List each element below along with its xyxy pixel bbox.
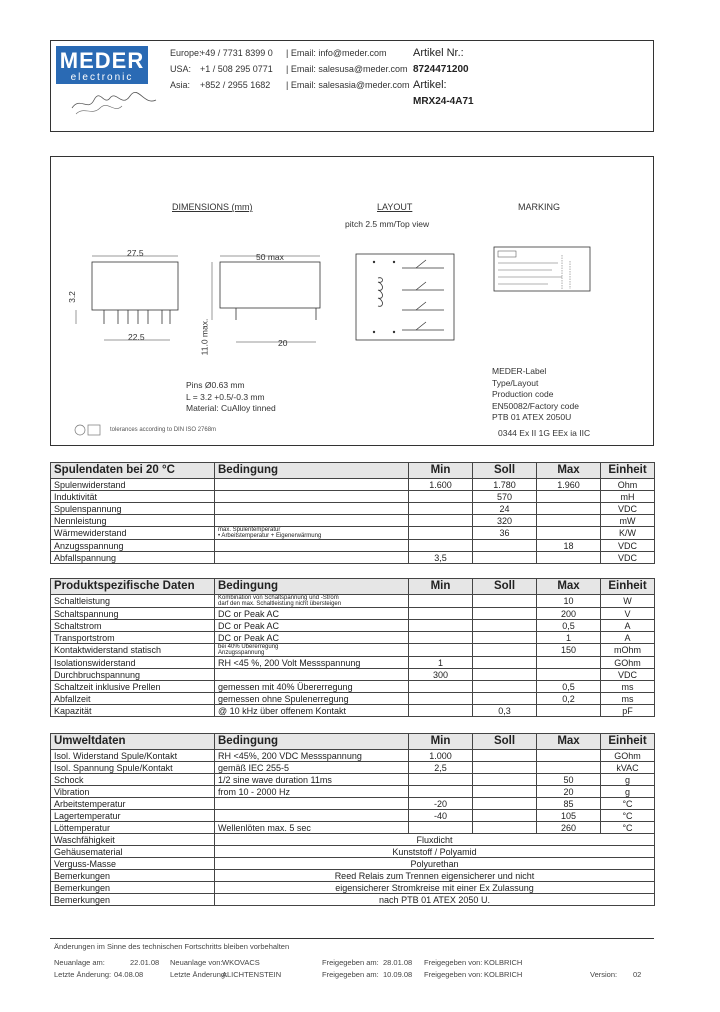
table-cell <box>409 491 473 503</box>
table-row <box>51 774 655 786</box>
table-row <box>51 644 655 657</box>
footer-note: Änderungen im Sinne des technischen Fortschritts bleiben vorbehalten <box>54 942 290 951</box>
table-cell: °C <box>601 810 655 822</box>
table-cell: Wellenlöten max. 5 sec <box>215 822 409 834</box>
table-cell: GOhm <box>601 657 655 669</box>
article-number-label: Artikel Nr.: <box>413 47 464 59</box>
marking-legend <box>492 366 590 439</box>
table-cell <box>409 595 473 608</box>
table-cell: 2,5 <box>409 762 473 774</box>
tolerance-note: tolerances according to DIN ISO 2768m <box>110 427 217 433</box>
table-cell: Durchbruchspannung <box>51 669 215 681</box>
footer-changed-by-label: Letzte Änderung: <box>170 970 228 979</box>
contact-email-asia[interactable]: | Email: salesasia@meder.com <box>286 80 410 90</box>
table-cell: Reed Relais zum Trennen eigensicherer und nicht <box>215 870 655 882</box>
meder-logo <box>56 46 148 84</box>
table-cell: Gehäusematerial <box>51 846 215 858</box>
iso-tolerance-icon <box>72 423 104 437</box>
footer-released-date: 28.01.08 <box>383 958 413 967</box>
table-cell <box>473 774 537 786</box>
table-cell: Bemerkungen <box>51 894 215 906</box>
environment-data-table <box>50 733 655 906</box>
table-cell <box>473 595 537 608</box>
table-cell: 1 <box>537 632 601 644</box>
table-cell <box>409 786 473 798</box>
dimensions-title: DIMENSIONS (mm) <box>172 202 253 212</box>
table-cell <box>473 669 537 681</box>
table-header-cell: Einheit <box>601 734 655 750</box>
table-cell: 50 <box>537 774 601 786</box>
table-cell: Bemerkungen <box>51 882 215 894</box>
table-cell <box>537 527 601 540</box>
table-cell <box>409 822 473 834</box>
table-cell: Induktivität <box>51 491 215 503</box>
table-cell: °C <box>601 822 655 834</box>
table-row <box>51 608 655 620</box>
table-cell <box>215 669 409 681</box>
footer-rule <box>50 938 654 939</box>
pin-notes <box>186 380 276 415</box>
table-cell: GOhm <box>601 750 655 762</box>
table-header-row <box>51 463 655 479</box>
relay-layout-schematic <box>350 248 460 346</box>
table-cell <box>473 822 537 834</box>
table-cell: kVAC <box>601 762 655 774</box>
table-cell <box>409 540 473 552</box>
table-cell: Löttemperatur <box>51 822 215 834</box>
marking-title: MARKING <box>518 202 561 212</box>
table-header-cell: Min <box>409 734 473 750</box>
footer-released-by: KOLBRICH <box>484 958 523 967</box>
table-cell: Arbeitstemperatur <box>51 798 215 810</box>
table-cell <box>537 491 601 503</box>
table-cell <box>537 762 601 774</box>
table-row <box>51 882 655 894</box>
coil-data-table <box>50 462 655 564</box>
table-cell <box>473 620 537 632</box>
table-row <box>51 632 655 644</box>
table-cell: Abfallzeit <box>51 693 215 705</box>
table-row <box>51 669 655 681</box>
table-cell: bei 40% Übererregung Anzugsspannung <box>215 644 409 657</box>
table-cell: VDC <box>601 540 655 552</box>
table-cell: 0,5 <box>537 620 601 632</box>
footer-version-label: Version: <box>590 970 618 979</box>
table-header-row <box>51 579 655 595</box>
footer-changed-label: Letzte Änderung: <box>54 970 112 979</box>
dim-27-5: 27.5 <box>127 248 144 258</box>
table-cell <box>537 705 601 717</box>
dim-11max: 11.0 max. <box>199 318 210 356</box>
table-cell <box>473 798 537 810</box>
contact-region-usa: USA: <box>170 64 192 74</box>
table-cell: Ohm <box>601 479 655 491</box>
table-cell <box>215 479 409 491</box>
marking-line-6: 0344 Ex II 1G EEx ia IIC <box>498 427 591 438</box>
slogan-signature-icon <box>70 88 158 118</box>
contact-phone-usa: +1 / 508 295 0771 <box>200 64 273 74</box>
table-cell: RH <45%, 200 VDC Messspannung <box>215 750 409 762</box>
marking-line-1: MEDER-Label <box>492 366 547 376</box>
article-value: MRX24-4A71 <box>413 96 474 107</box>
table-cell: Kombination von Schaltspannung und -Strom darf den max. Schaltleistung nicht übersteigen <box>215 595 409 608</box>
table-row <box>51 595 655 608</box>
table-cell: RH <45 %, 200 Volt Messspannung <box>215 657 409 669</box>
table-cell <box>537 515 601 527</box>
table-row <box>51 620 655 632</box>
footer-version: 02 <box>633 970 642 979</box>
table-cell <box>409 681 473 693</box>
table-cell: -40 <box>409 810 473 822</box>
table-row <box>51 657 655 669</box>
table-cell: 105 <box>537 810 601 822</box>
table-cell: Schaltstrom <box>51 620 215 632</box>
contact-phone-asia: +852 / 2955 1682 <box>200 80 271 90</box>
table-cell <box>473 540 537 552</box>
table-cell: 0,3 <box>473 705 537 717</box>
footer-released2-label: Freigegeben am: <box>322 970 379 979</box>
table-cell: Fluxdicht <box>215 834 655 846</box>
table-cell: 36 <box>473 527 537 540</box>
table-cell: g <box>601 786 655 798</box>
table-cell <box>473 810 537 822</box>
table-cell <box>537 657 601 669</box>
table-row <box>51 552 655 564</box>
table-cell: 20 <box>537 786 601 798</box>
table-cell: eigensicherer Stromkreise mit einer Ex Zulassung <box>215 882 655 894</box>
table-cell: DC or Peak AC <box>215 620 409 632</box>
table-cell <box>409 527 473 540</box>
table-cell: Wärmewiderstand <box>51 527 215 540</box>
table-cell: Schaltspannung <box>51 608 215 620</box>
table-cell: Schaltleistung <box>51 595 215 608</box>
footer-created-label: Neuanlage am: <box>54 958 105 967</box>
table-cell: V <box>601 608 655 620</box>
table-cell: -20 <box>409 798 473 810</box>
table-cell: ms <box>601 681 655 693</box>
table-cell <box>409 620 473 632</box>
table-cell: Abfallspannung <box>51 552 215 564</box>
table-cell: Anzugsspannung <box>51 540 215 552</box>
table-cell: A <box>601 620 655 632</box>
table-row <box>51 693 655 705</box>
table-cell: Isol. Spannung Spule/Kontakt <box>51 762 215 774</box>
table-row <box>51 834 655 846</box>
table-cell: DC or Peak AC <box>215 632 409 644</box>
table-cell <box>215 798 409 810</box>
table-cell: mH <box>601 491 655 503</box>
table-cell: 1/2 sine wave duration 11ms <box>215 774 409 786</box>
table-cell <box>473 644 537 657</box>
table-cell <box>537 503 601 515</box>
table-header-cell: Bedingung <box>215 463 409 479</box>
table-cell: Vibration <box>51 786 215 798</box>
table-cell: Nennleistung <box>51 515 215 527</box>
footer-created-by-label: Neuanlage von: <box>170 958 223 967</box>
logo-bottom-text: electronic <box>70 72 134 83</box>
table-cell: gemessen ohne Spulenerregung <box>215 693 409 705</box>
table-header-cell: Einheit <box>601 579 655 595</box>
contact-phone-europe: +49 / 7731 8399 0 <box>200 48 273 58</box>
contact-email-europe[interactable]: | Email: info@meder.com <box>286 48 387 58</box>
table-row <box>51 527 655 540</box>
table-cell: VDC <box>601 552 655 564</box>
table-header-row <box>51 734 655 750</box>
table-header-cell: Produktspezifische Daten <box>51 579 215 595</box>
table-row <box>51 515 655 527</box>
table-row <box>51 870 655 882</box>
table-header-cell: Soll <box>473 734 537 750</box>
table-cell: Isol. Widerstand Spule/Kontakt <box>51 750 215 762</box>
table-cell <box>409 515 473 527</box>
dim-22-5: 22.5 <box>128 332 145 342</box>
table-header-cell: Min <box>409 579 473 595</box>
table-cell <box>473 750 537 762</box>
table-row <box>51 858 655 870</box>
table-cell <box>473 552 537 564</box>
table-header-cell: Min <box>409 463 473 479</box>
logo-top-text: MEDER <box>59 48 145 73</box>
table-cell: Kapazität <box>51 705 215 717</box>
table-cell: 0,2 <box>537 693 601 705</box>
marking-line-5: PTB 01 ATEX 2050U <box>492 412 572 422</box>
table-row <box>51 491 655 503</box>
table-cell <box>537 552 601 564</box>
article-number-value: 8724471200 <box>413 64 469 75</box>
table-cell: mOhm <box>601 644 655 657</box>
table-cell <box>215 540 409 552</box>
table-cell <box>473 608 537 620</box>
dim-50max: 50 max <box>256 252 284 262</box>
footer-released2-by: KOLBRICH <box>484 970 523 979</box>
table-cell <box>409 608 473 620</box>
table-header-cell: Einheit <box>601 463 655 479</box>
table-header-cell: Bedingung <box>215 734 409 750</box>
table-cell: °C <box>601 798 655 810</box>
marking-label-drawing <box>492 245 592 293</box>
table-cell: Kontaktwiderstand statisch <box>51 644 215 657</box>
table-row <box>51 681 655 693</box>
table-header-cell: Umweltdaten <box>51 734 215 750</box>
table-row <box>51 762 655 774</box>
layout-subtitle: pitch 2.5 mm/Top view <box>345 219 430 229</box>
product-data-table <box>50 578 655 717</box>
table-cell: 200 <box>537 608 601 620</box>
table-row <box>51 894 655 906</box>
table-cell <box>473 693 537 705</box>
table-cell <box>537 669 601 681</box>
footer-created-by: WKOVACS <box>222 958 260 967</box>
table-cell <box>215 503 409 515</box>
table-cell: VDC <box>601 503 655 515</box>
table-row <box>51 479 655 491</box>
table-cell: VDC <box>601 669 655 681</box>
table-cell: Isolationswiderstand <box>51 657 215 669</box>
table-cell: 3,5 <box>409 552 473 564</box>
table-row <box>51 750 655 762</box>
table-cell: 0,5 <box>537 681 601 693</box>
footer-released2-by-label: Freigegeben von: <box>424 970 483 979</box>
table-header-cell: Soll <box>473 463 537 479</box>
table-row <box>51 810 655 822</box>
table-cell <box>473 632 537 644</box>
table-cell: Verguss-Masse <box>51 858 215 870</box>
table-cell <box>473 657 537 669</box>
table-cell: 1.960 <box>537 479 601 491</box>
pin-note-2: L = 3.2 +0.5/-0.3 mm <box>186 391 265 402</box>
table-cell <box>409 774 473 786</box>
table-cell <box>473 762 537 774</box>
relay-side-view-drawing <box>210 250 330 360</box>
footer-changed-date: 04.08.08 <box>114 970 144 979</box>
table-row <box>51 798 655 810</box>
table-cell: max. Spulentemperatur • Arbeitstemperatur + Eigenerwärmung <box>215 527 409 540</box>
table-cell: 570 <box>473 491 537 503</box>
table-cell: gemäß IEC 255-5 <box>215 762 409 774</box>
table-cell: Waschfähigkeit <box>51 834 215 846</box>
pin-note-3: Material: CuAlloy tinned <box>186 403 276 413</box>
table-cell: Transportstrom <box>51 632 215 644</box>
table-cell: Schaltzeit inklusive Prellen <box>51 681 215 693</box>
article-label: Artikel: <box>413 79 447 91</box>
table-row <box>51 705 655 717</box>
table-cell: 320 <box>473 515 537 527</box>
marking-line-4: EN50082/Factory code <box>492 400 579 411</box>
table-cell <box>537 750 601 762</box>
table-cell: 1 <box>409 657 473 669</box>
table-cell: 18 <box>537 540 601 552</box>
table-cell <box>409 705 473 717</box>
table-cell: from 10 - 2000 Hz <box>215 786 409 798</box>
pin-note-1: Pins Ø0.63 mm <box>186 380 245 390</box>
table-cell <box>215 810 409 822</box>
table-cell: mW <box>601 515 655 527</box>
footer-released2-date: 10.09.08 <box>383 970 413 979</box>
table-cell <box>409 693 473 705</box>
table-cell: 1.000 <box>409 750 473 762</box>
table-cell: 24 <box>473 503 537 515</box>
marking-line-3: Production code <box>492 389 554 399</box>
table-row <box>51 846 655 858</box>
table-cell <box>409 632 473 644</box>
marking-line-2: Type/Layout <box>492 377 539 388</box>
table-cell: Kunststoff / Polyamid <box>215 846 655 858</box>
layout-title: LAYOUT <box>377 202 413 212</box>
contact-region-europe: Europe: <box>170 48 202 58</box>
table-header-cell: Max <box>537 734 601 750</box>
table-cell: K/W <box>601 527 655 540</box>
table-cell: pF <box>601 705 655 717</box>
table-cell: ms <box>601 693 655 705</box>
table-cell <box>409 503 473 515</box>
table-cell <box>473 786 537 798</box>
table-row <box>51 503 655 515</box>
table-cell: Polyurethan <box>215 858 655 870</box>
footer-released-label: Freigegeben am: <box>322 958 379 967</box>
table-cell: nach PTB 01 ATEX 2050 U. <box>215 894 655 906</box>
table-cell <box>215 552 409 564</box>
dim-3-2: 3.2 <box>66 291 77 303</box>
table-header-cell: Soll <box>473 579 537 595</box>
table-cell: Spulenwiderstand <box>51 479 215 491</box>
table-cell: DC or Peak AC <box>215 608 409 620</box>
table-cell: 300 <box>409 669 473 681</box>
table-header-cell: Bedingung <box>215 579 409 595</box>
table-cell: A <box>601 632 655 644</box>
table-row <box>51 822 655 834</box>
table-cell: 1.600 <box>409 479 473 491</box>
table-cell: Lagertemperatur <box>51 810 215 822</box>
table-cell <box>215 491 409 503</box>
table-row <box>51 540 655 552</box>
table-cell: Spulenspannung <box>51 503 215 515</box>
table-header-cell: Max <box>537 463 601 479</box>
table-cell <box>473 681 537 693</box>
contact-region-asia: Asia: <box>170 80 191 90</box>
table-cell: @ 10 kHz über offenem Kontakt <box>215 705 409 717</box>
contact-email-usa[interactable]: | Email: salesusa@meder.com <box>286 64 408 74</box>
table-cell: gemessen mit 40% Übererregung <box>215 681 409 693</box>
table-cell: g <box>601 774 655 786</box>
table-cell <box>215 515 409 527</box>
table-cell: 260 <box>537 822 601 834</box>
footer-released-by-label: Freigegeben von: <box>424 958 483 967</box>
table-cell: Bemerkungen <box>51 870 215 882</box>
table-header-cell: Max <box>537 579 601 595</box>
table-row <box>51 786 655 798</box>
table-cell: W <box>601 595 655 608</box>
table-cell: 10 <box>537 595 601 608</box>
table-header-cell: Spulendaten bei 20 °C <box>51 463 215 479</box>
dim-20: 20 <box>278 338 288 348</box>
table-cell: 1.780 <box>473 479 537 491</box>
footer-created-date: 22.01.08 <box>130 958 160 967</box>
footer-changed-by: ALICHTENSTEIN <box>222 970 282 979</box>
table-cell: 85 <box>537 798 601 810</box>
table-cell: 150 <box>537 644 601 657</box>
table-cell <box>409 644 473 657</box>
table-cell: Schock <box>51 774 215 786</box>
